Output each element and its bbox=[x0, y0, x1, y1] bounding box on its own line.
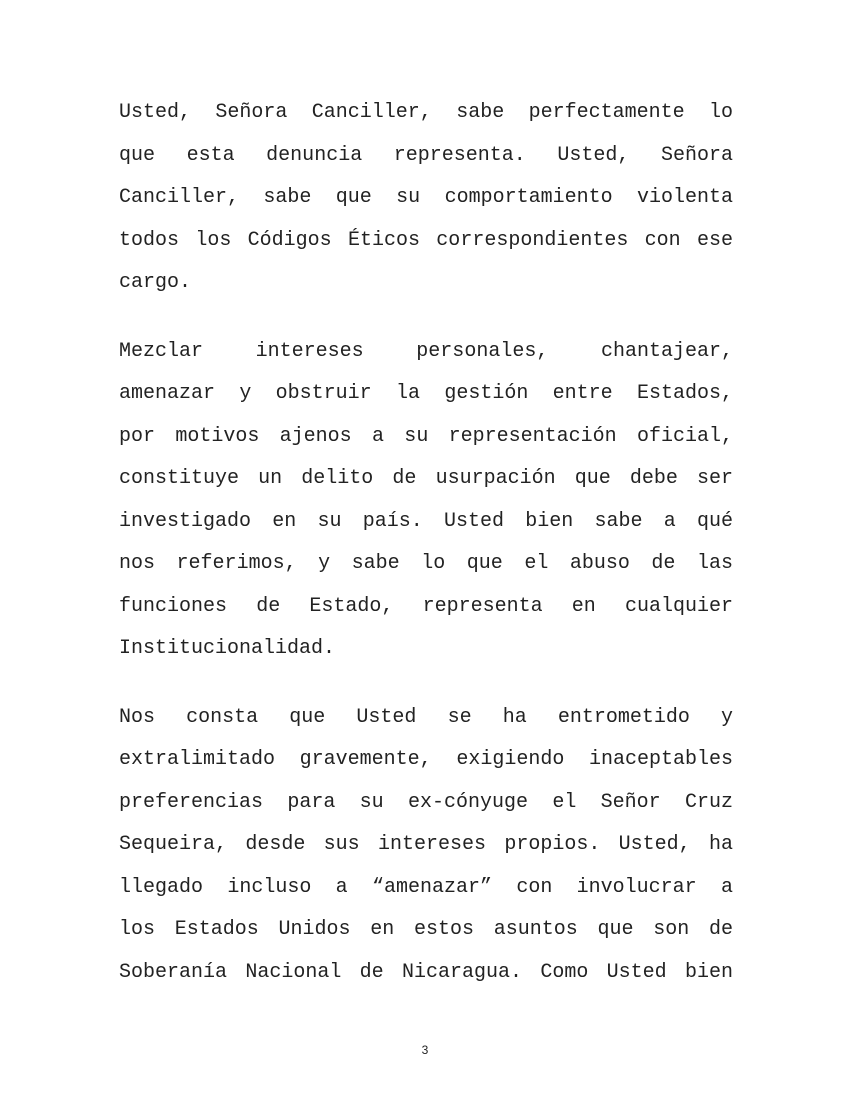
paragraph bbox=[119, 703, 733, 1001]
text-line: que esta denuncia representa. Usted, Señora bbox=[119, 143, 733, 167]
text-line: investigado en su país. Usted bien sabe a qué bbox=[119, 509, 733, 533]
text-line: funciones de Estado, representa en cualquier bbox=[119, 594, 733, 618]
text-line: los Estados Unidos en estos asuntos que son de bbox=[119, 918, 733, 941]
text-line: constituye un delito de usurpación que debe ser bbox=[119, 467, 733, 490]
text-line: Sequeira, desde sus intereses propios. Usted, ha bbox=[119, 833, 733, 856]
text-line: cargo. bbox=[119, 271, 192, 294]
text-line: nos referimos, y sabe lo que el abuso de las bbox=[119, 552, 733, 575]
paragraph bbox=[119, 98, 733, 311]
paragraph bbox=[119, 337, 733, 677]
text-line: Institucionalidad. bbox=[119, 637, 336, 660]
text-line: extralimitado gravemente, exigiendo inaceptables bbox=[119, 748, 733, 771]
text-line: Nos consta que Usted se ha entrometido y bbox=[119, 705, 733, 729]
text-line: Usted, Señora Canciller, sabe perfectamente lo bbox=[119, 101, 733, 124]
text-line: preferencias para su ex-cónyuge el Señor Cruz bbox=[119, 790, 733, 814]
document-body bbox=[119, 98, 733, 1026]
text-line: Canciller, sabe que su comportamiento violenta bbox=[119, 186, 733, 209]
text-line: por motivos ajenos a su representación oficial, bbox=[119, 424, 733, 448]
page-number: 3 bbox=[421, 1043, 429, 1057]
text-line: Soberanía Nacional de Nicaragua. Como Usted bien bbox=[119, 960, 733, 984]
text-line: Mezclar intereses personales, chantajear, bbox=[119, 339, 733, 363]
text-line: llegado incluso a “amenazar” con involucrar a bbox=[119, 875, 733, 899]
text-line: amenazar y obstruir la gestión entre Estados, bbox=[119, 382, 733, 405]
text-line: todos los Códigos Éticos correspondientes con ese bbox=[119, 228, 733, 252]
